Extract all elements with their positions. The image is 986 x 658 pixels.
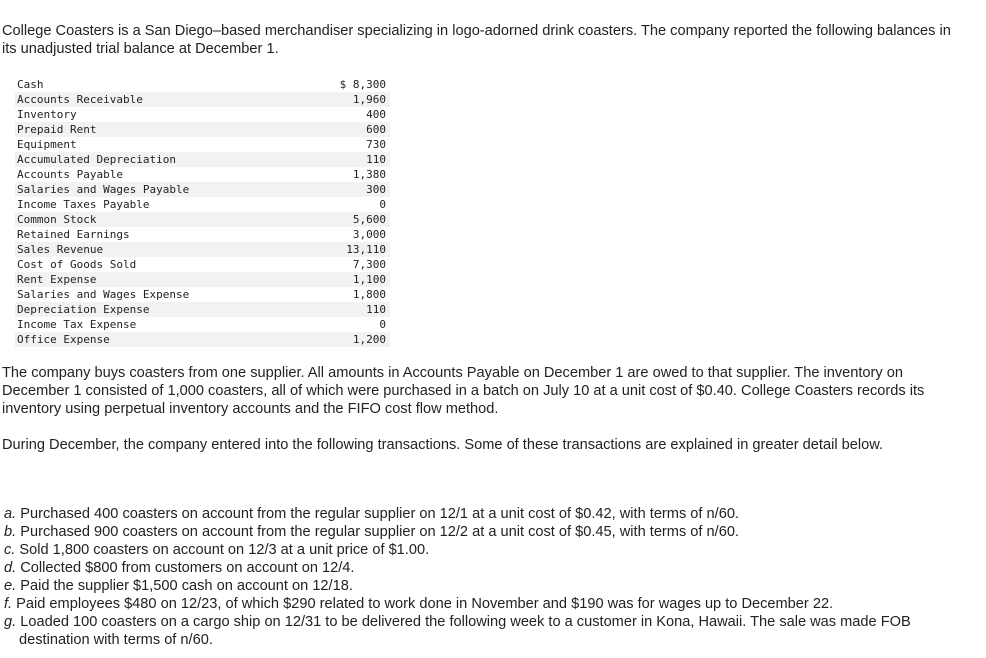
account-amount: 13,110 (303, 242, 390, 257)
transaction-letter: a. (4, 506, 17, 522)
trial-balance-row (15, 317, 390, 332)
account-amount: 3,000 (352, 228, 386, 241)
transactions-list (4, 505, 964, 649)
transaction-text: Purchased 400 coasters on account from the regular supplier on 12/1 at a unit cost of $0.42, with terms of n/60. (20, 506, 739, 522)
account-amount: 400 (366, 108, 386, 121)
account-amount: 110 (303, 152, 390, 167)
trial-balance-row (15, 227, 390, 242)
transaction-letter: e. (4, 578, 17, 594)
account-name: Cost of Goods Sold (17, 258, 137, 271)
account-amount: 1,100 (303, 272, 390, 287)
trial-balance-row (15, 197, 390, 212)
transaction-item (4, 577, 964, 595)
trial-balance-row (15, 107, 390, 122)
trial-balance-table (15, 77, 390, 347)
account-name: Salaries and Wages Expense (17, 288, 190, 301)
account-name: Retained Earnings (17, 228, 130, 241)
transaction-text: Paid employees $480 on 12/23, of which $290 related to work done in November and $190 was for wages up to December 22. (16, 596, 834, 612)
trial-balance-row (15, 242, 390, 257)
account-name: Prepaid Rent (15, 122, 303, 137)
inventory-paragraph: The company buys coasters from one supplier. All amounts in Accounts Payable on December 1 are owed to that supplier. The inventory on December 1 consisted of 1,000 coasters, all of which were purchased in a batch on July 10 at a unit cost of $0.40. College Coasters records its inventory using perpetual inventory accounts and the FIFO cost flow method. (2, 365, 925, 417)
account-amount: 1,800 (352, 288, 386, 301)
transaction-item (4, 613, 964, 649)
account-name: Cash (17, 78, 44, 91)
account-name: Inventory (17, 108, 77, 121)
transaction-item (4, 541, 964, 559)
transaction-letter: c. (4, 542, 16, 558)
trial-balance-row (15, 257, 390, 272)
trial-balance-row (15, 212, 390, 227)
trial-balance-row (15, 287, 390, 302)
account-name: Office Expense (15, 332, 303, 347)
account-name: Income Taxes Payable (17, 198, 150, 211)
trial-balance-row (15, 182, 390, 197)
account-amount: 5,600 (303, 212, 390, 227)
account-name: Sales Revenue (15, 242, 303, 257)
transaction-text: Loaded 100 coasters on a cargo ship on 12/31 to be delivered the following week to a customer in Kona, Hawaii. The sale was made FOB destination with terms of n/60. (19, 614, 911, 648)
transaction-item (4, 595, 964, 613)
account-amount: 110 (303, 302, 390, 317)
trial-balance-row (15, 137, 390, 152)
account-amount: 0 (379, 198, 386, 211)
account-name: Accumulated Depreciation (15, 152, 303, 167)
account-name: Rent Expense (15, 272, 303, 287)
account-amount: 600 (303, 122, 390, 137)
account-name: Accounts Receivable (15, 92, 303, 107)
account-amount: $ 8,300 (339, 78, 386, 91)
trial-balance-row (15, 332, 390, 347)
intro-paragraph: College Coasters is a San Diego–based merchandiser specializing in logo-adorned drink coasters. The company reported the following balances in its unadjusted trial balance at December 1. (2, 23, 951, 57)
trial-balance-row (15, 302, 390, 317)
transaction-text: Purchased 900 coasters on account from the regular supplier on 12/2 at a unit cost of $0.45, with terms of n/60. (20, 524, 739, 540)
transaction-text: Paid the supplier $1,500 cash on account on 12/18. (20, 578, 353, 594)
account-name: Accounts Payable (17, 168, 123, 181)
transactions-intro-paragraph: During December, the company entered into the following transactions. Some of these transactions are explained in greater detail below. (2, 437, 883, 453)
trial-balance-row (15, 167, 390, 182)
account-amount: 1,380 (352, 168, 386, 181)
account-name: Income Tax Expense (17, 318, 137, 331)
trial-balance-row (15, 92, 390, 107)
transaction-item (4, 505, 964, 523)
transaction-letter: g. (4, 614, 17, 630)
account-name: Common Stock (15, 212, 303, 227)
transaction-item (4, 559, 964, 577)
trial-balance-row (15, 272, 390, 287)
transaction-text: Sold 1,800 coasters on account on 12/3 at a unit price of $1.00. (19, 542, 430, 558)
transaction-text: Collected $800 from customers on account on 12/4. (20, 560, 355, 576)
trial-balance-row (15, 152, 390, 167)
transaction-item (4, 523, 964, 541)
trial-balance-body (15, 77, 390, 347)
trial-balance-row (15, 77, 390, 92)
transaction-letter: f. (4, 596, 13, 612)
account-amount: 1,960 (303, 92, 390, 107)
account-amount: 1,200 (303, 332, 390, 347)
account-amount: 0 (379, 318, 386, 331)
account-name: Salaries and Wages Payable (15, 182, 303, 197)
account-amount: 730 (366, 138, 386, 151)
transaction-letter: d. (4, 560, 17, 576)
account-name: Depreciation Expense (15, 302, 303, 317)
trial-balance-row (15, 122, 390, 137)
account-amount: 7,300 (352, 258, 386, 271)
account-amount: 300 (303, 182, 390, 197)
transaction-letter: b. (4, 524, 17, 540)
account-name: Equipment (17, 138, 77, 151)
